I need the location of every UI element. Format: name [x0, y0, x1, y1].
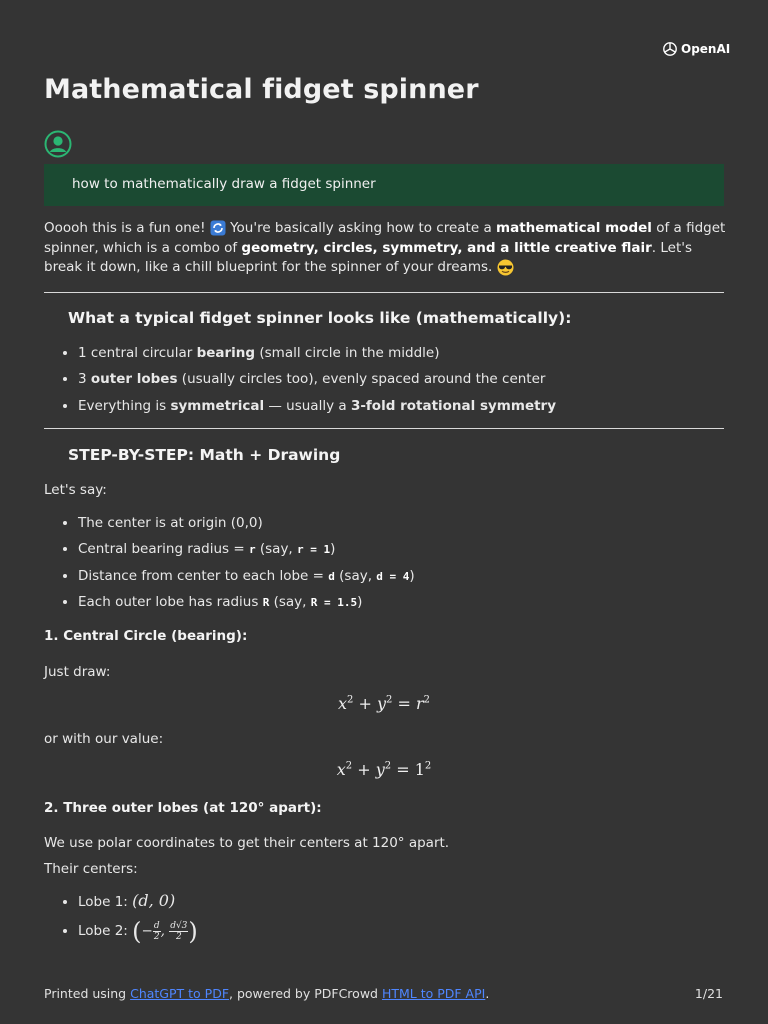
html-to-pdf-api-link[interactable]: HTML to PDF API	[381, 986, 486, 1001]
eq-var: y	[376, 694, 387, 713]
step1-heading: 1. Central Circle (bearing):	[44, 628, 248, 644]
item-text: Lobe 1:	[78, 894, 133, 910]
step2-heading: 2. Three outer lobes (at 120° apart):	[44, 800, 322, 816]
page-number: 1/21	[694, 986, 723, 1001]
list-item	[78, 396, 556, 422]
eq-value: 1	[414, 760, 425, 779]
eq-var: r	[415, 694, 424, 713]
sunglasses-emoji-icon	[497, 259, 514, 276]
intro-bold-2: geometry, circles, symmetry, and a little creative flair	[241, 239, 652, 256]
eq-exp: 2	[424, 760, 432, 772]
item-text: (say,	[334, 567, 377, 584]
openai-logo	[662, 41, 730, 57]
eq-exp: 2	[384, 760, 392, 772]
inline-code: R	[262, 595, 270, 609]
intro-text-3: of a fidget spinner, which is a combo of	[44, 220, 726, 256]
or-value-text: or with our value:	[44, 731, 164, 747]
item-text: )	[330, 541, 336, 558]
list-item	[78, 539, 415, 565]
item-bold: bearing	[196, 345, 256, 361]
list-item	[78, 566, 415, 592]
item-text: — usually a	[264, 397, 351, 414]
item-text: )	[357, 593, 363, 610]
section2-heading: STEP-BY-STEP: Math + Drawing	[68, 446, 341, 464]
equation-circle-1: $x^2 + y^2 = 1^2$	[336, 760, 432, 779]
item-text: 3	[78, 371, 91, 388]
intro-text-1: Ooooh this is a fun one!	[44, 220, 210, 236]
intro-bold-1: mathematical model	[496, 220, 652, 236]
inline-code: R = 1.5	[310, 595, 358, 609]
list-item	[78, 891, 198, 921]
divider-1	[44, 292, 724, 293]
list-item	[78, 369, 556, 395]
section1-heading: What a typical fidget spinner looks like (mathematically):	[68, 309, 572, 327]
item-text: 1 central circular	[78, 345, 197, 361]
item-text: Each outer lobe has radius	[78, 593, 263, 610]
list-item	[78, 513, 415, 539]
lobe2-coordinates: (− $\frac{d}{2}$ , $\frac{d√3}{2}$ )	[132, 917, 198, 946]
intro-text-2: You're basically asking how to create a	[225, 220, 497, 236]
polar-coords-text: We use polar coordinates to get their centers at 120° apart.	[44, 835, 450, 851]
openai-logo-icon	[662, 41, 678, 57]
eq-exp: 2	[423, 694, 431, 706]
list-item	[78, 592, 415, 618]
item-text: Central bearing radius =	[78, 541, 249, 558]
assumptions-list	[44, 513, 415, 618]
intro-text-4: . Let's break it down, like a chill blueprint for the spinner of your dreams.	[44, 239, 693, 275]
lobe1-coordinates: (d, 0)	[132, 891, 176, 910]
item-text: (small circle in the middle)	[255, 345, 440, 361]
item-bold: 3-fold rotational symmetry	[350, 397, 557, 414]
inline-code: d	[328, 569, 335, 583]
intro-paragraph	[44, 219, 728, 278]
item-text: Everything is	[78, 397, 171, 414]
inline-code: r	[248, 543, 256, 557]
footer-text: Printed using	[44, 986, 131, 1001]
item-bold: symmetrical	[170, 397, 265, 414]
inline-code: r = 1	[297, 543, 331, 557]
chatgpt-to-pdf-link[interactable]: ChatGPT to PDF	[130, 986, 230, 1001]
item-text: (say,	[255, 541, 298, 558]
eq-exp: 2	[345, 760, 353, 772]
eq-exp: 2	[347, 694, 354, 706]
just-draw-text: Just draw:	[44, 664, 111, 680]
equation-circle-r: $x^2 + y^2 = r^2$	[337, 694, 431, 713]
footer	[44, 986, 489, 1001]
user-prompt-bubble	[44, 164, 724, 206]
eq-var: y	[375, 760, 385, 779]
lets-say-text: Let's say:	[44, 482, 107, 498]
spinning-arrows-emoji-icon	[210, 220, 226, 236]
list-item	[78, 343, 556, 369]
item-text: (say,	[269, 593, 311, 610]
user-prompt-text: how to mathematically draw a fidget spinner	[72, 176, 376, 192]
eq-exp: 2	[386, 694, 393, 706]
item-bold: outer lobes	[90, 371, 178, 388]
footer-text: .	[485, 986, 490, 1001]
item-text: )	[409, 567, 415, 584]
spinner-features-list	[44, 343, 556, 422]
logo-text: OpenAI	[681, 42, 731, 56]
divider-2	[44, 428, 724, 429]
item-text: The center is at origin (0,0)	[78, 515, 263, 531]
eq-var: x	[337, 694, 347, 713]
item-text: (usually circles too), evenly spaced around the center	[177, 371, 546, 388]
page-title: Mathematical fidget spinner	[44, 74, 479, 105]
item-text: Distance from center to each lobe =	[78, 567, 329, 584]
item-text: Lobe 2:	[78, 923, 133, 939]
footer-text: , powered by PDFCrowd	[229, 986, 382, 1001]
inline-code: d = 4	[376, 569, 410, 583]
their-centers-text: Their centers:	[44, 861, 138, 877]
lobe-centers-list	[44, 891, 198, 947]
list-item	[78, 917, 198, 947]
user-avatar-icon	[44, 130, 72, 158]
eq-var: x	[336, 760, 346, 779]
